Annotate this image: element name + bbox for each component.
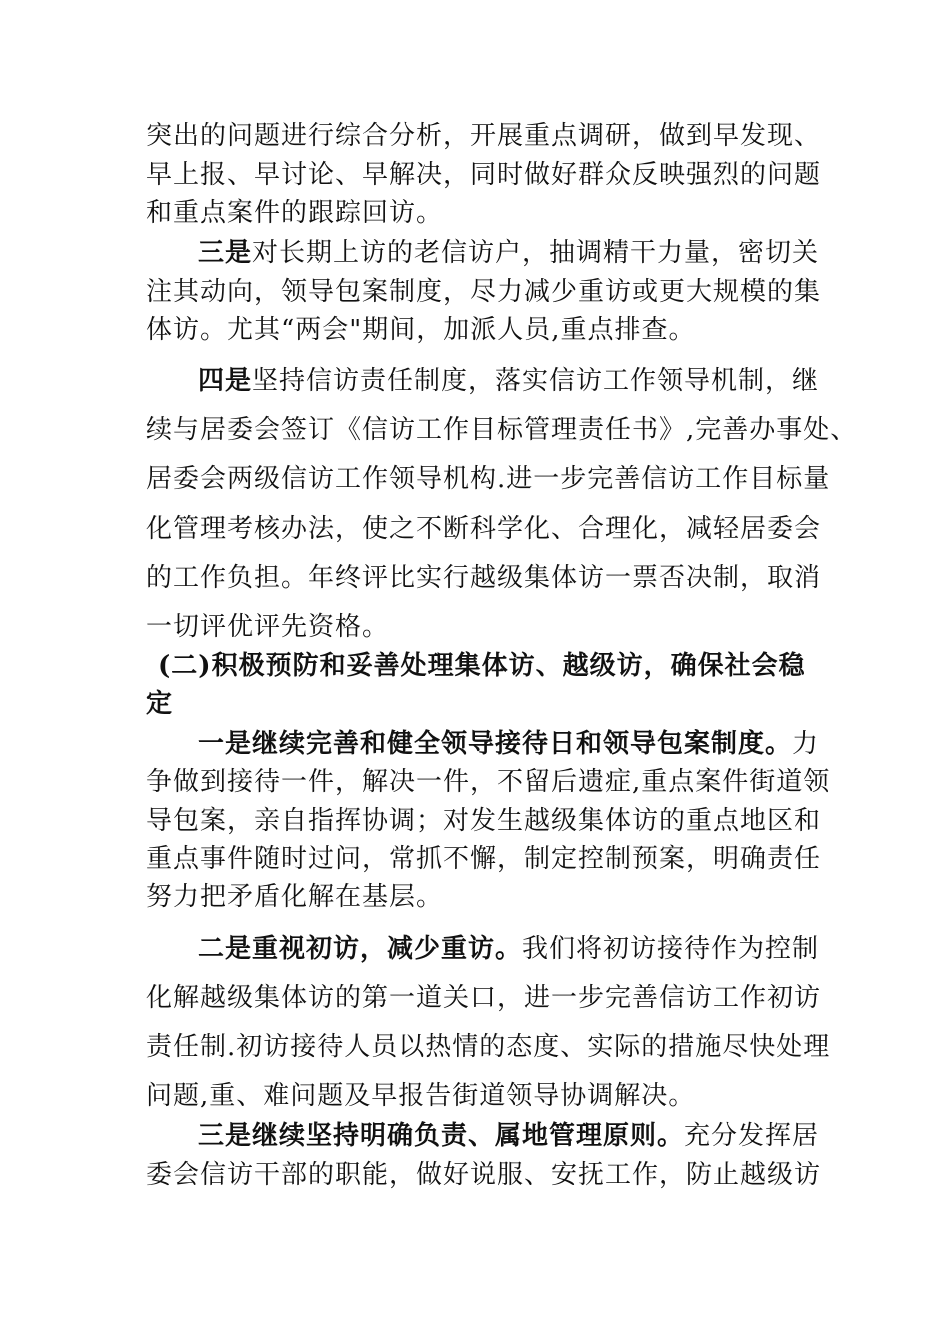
text-span: 问题,重、难问题及早报告街道领导协调解决。	[146, 1081, 696, 1111]
text-span: 我们将初访接待作为控制	[522, 934, 820, 964]
text-span: 对长期上访的老信访户，抽调精干力量，密切关	[252, 238, 820, 268]
text-line	[146, 562, 826, 594]
text-span: 居委会两级信访工作领导机构.进一步完善信访工作目标量	[146, 464, 831, 494]
text-line	[146, 513, 826, 545]
text-span: 导包案，亲自指挥协调；对发生越级集体访的重点地区和	[146, 806, 822, 836]
text-span: 和重点案件的跟踪回访。	[146, 198, 444, 228]
text-line	[198, 237, 828, 269]
text-line	[146, 1031, 831, 1063]
text-line	[146, 1080, 826, 1112]
text-span: 重点事件随时过问，常抓不懈，制定控制预案，明确责任	[146, 844, 822, 874]
text-span: 坚持信访责任制度，落实信访工作领导机制，继	[252, 366, 820, 396]
text-line	[146, 843, 826, 875]
text-span: 努力把矛盾化解在基层。	[146, 882, 444, 912]
bold-lead: 三是	[198, 238, 253, 268]
text-line	[198, 728, 828, 760]
text-span: 充分发挥居	[684, 1121, 820, 1151]
text-line	[198, 1120, 828, 1152]
text-span: 化管理考核办法，使之不断科学化、合理化，减轻居委会	[146, 514, 822, 544]
text-line	[146, 159, 826, 191]
text-line	[198, 933, 828, 965]
text-span: 突出的问题进行综合分析，开展重点调研，做到早发现、	[146, 121, 822, 151]
text-line	[146, 463, 831, 495]
text-line	[146, 982, 826, 1014]
text-line	[146, 120, 826, 152]
text-line	[146, 611, 826, 643]
bold-lead: 二是重视初访，减少重访。	[198, 934, 523, 964]
text-span: (二)积极预防和妥善处理集体访、越级访，确保社会稳	[158, 651, 806, 681]
section-heading-cont	[146, 688, 826, 720]
text-span: 化解越级集体访的第一道关口，进一步完善信访工作初访	[146, 983, 822, 1013]
text-line	[146, 197, 826, 229]
text-line	[146, 314, 826, 346]
text-line	[146, 414, 858, 446]
text-span: 一切评优评先资格。	[146, 612, 390, 642]
bold-lead: 一是继续完善和健全领导接待日和领导包案制度。	[198, 729, 793, 759]
text-span: 责任制.初访接待人员以热情的态度、实际的措施尽快处理	[146, 1032, 831, 1062]
text-span: 体访。尤其“两会"期间，加派人员,重点排查。	[146, 315, 696, 345]
text-span: 早上报、早讨论、早解决，同时做好群众反映强烈的问题	[146, 160, 822, 190]
text-line	[146, 881, 826, 913]
text-span: 委会信访干部的职能，做好说服、安抚工作，防止越级访	[146, 1160, 822, 1190]
text-span: 的工作负担。年终评比实行越级集体访一票否决制，取消	[146, 563, 822, 593]
text-line	[146, 805, 826, 837]
text-span: 定	[146, 689, 174, 719]
text-span: 续与居委会签订《信访工作目标管理责任书》,完善办事处、	[146, 415, 858, 445]
bold-lead: 四是	[198, 366, 253, 396]
text-line	[146, 766, 831, 798]
text-line	[198, 365, 828, 397]
text-line	[146, 276, 826, 308]
text-span: 力	[792, 729, 820, 759]
text-line	[146, 1159, 826, 1191]
section-heading	[158, 650, 838, 682]
bold-lead: 三是继续坚持明确负责、属地管理原则。	[198, 1121, 685, 1151]
text-span: 争做到接待一件，解决一件，不留后遗症,重点案件街道领	[146, 767, 831, 797]
text-span: 注其动向，领导包案制度，尽力减少重访或更大规模的集	[146, 277, 822, 307]
